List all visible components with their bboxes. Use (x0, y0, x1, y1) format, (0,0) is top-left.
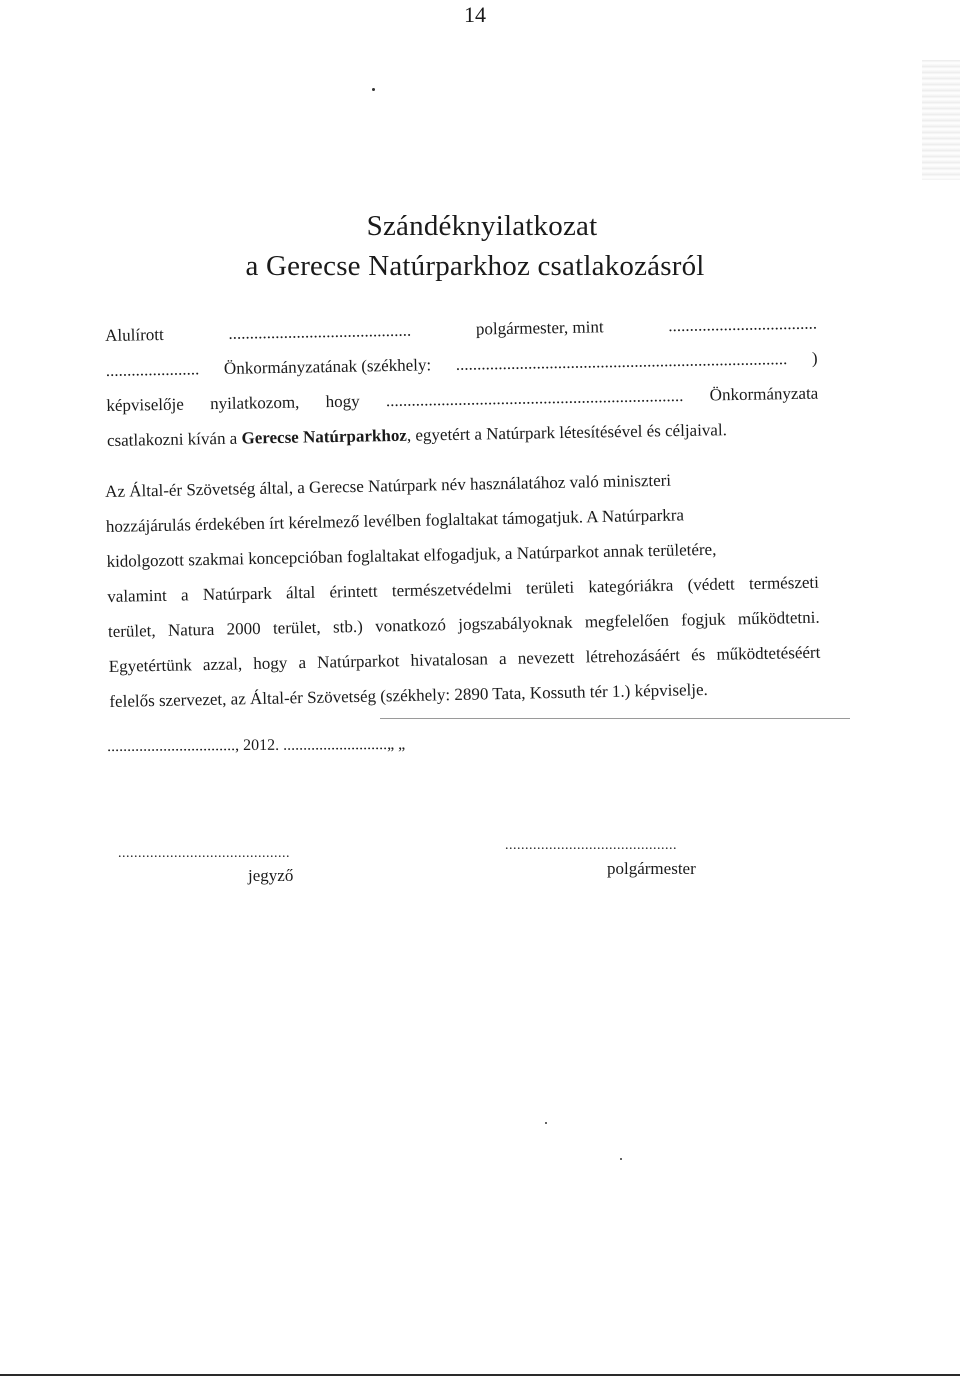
paragraph-line-1 (105, 468, 817, 504)
paragraph-line-2 (106, 503, 818, 539)
notary-signature-line: ........................................... (118, 846, 290, 861)
intro-line-1 (105, 314, 817, 348)
municipality-blank-2: ...................................................................... (385, 385, 684, 411)
scan-artifact-line (380, 718, 850, 719)
seat-label: Önkormányzatának (székhely: (223, 355, 432, 378)
date-line: ................................, 2012. ..........................„ „ (107, 735, 406, 755)
paragraph-text: Egyetértünk azzal, hogy a Natúrparkot hivatalosan a nevezett létrehozásáért és működtetéséért (108, 642, 821, 676)
paragraph-line-4 (107, 573, 819, 609)
municipality-word: Önkormányzata (709, 383, 819, 405)
declare-word: nyilatkozom, (209, 392, 300, 414)
scan-noise (922, 60, 960, 180)
join-text: csatlakozni kíván a (106, 428, 242, 450)
name-blank: ........................................... (228, 320, 412, 343)
intro-block (105, 314, 819, 466)
representative-word: képviselője (106, 394, 184, 415)
paragraph-text: Az Által-ér Szövetség által, a Gerecse Natúrpark név használatához való miniszteri (105, 470, 672, 501)
paragraph-text: felelős szervezet, az Által-ér Szövetség (székhely: 2890 Tata, Kossuth tér 1.) képviselje. (109, 679, 708, 711)
paragraph-text: terület, Natura 2000 terület, stb.) vonatkozó jogszabályoknak megfelelően fogjuk működtetni. (107, 607, 820, 641)
bottom-edge-rule (0, 1374, 960, 1376)
main-paragraph (105, 468, 822, 727)
document-subtitle: a Gerecse Natúrparkhoz csatlakozásról (245, 250, 705, 282)
intro-line-2 (106, 349, 818, 383)
municipality-blank: ................................... (668, 313, 818, 336)
scan-speck (620, 1158, 622, 1160)
municipality-name-blank: ...................... (105, 359, 200, 380)
document-title: Szándéknyilatkozat (366, 210, 598, 242)
scan-speck (545, 1122, 547, 1124)
seat-blank: .............................................................................. (455, 349, 788, 374)
intro-line-4 (107, 419, 819, 453)
agree-text: , egyetért a Natúrpark létesítésével és céljaival. (406, 420, 728, 445)
mayor-signature-line: ........................................... (505, 838, 677, 853)
closing-paren: ) (811, 348, 818, 368)
paragraph-text: hozzájárulás érdekében írt kérelmező levélben foglaltakat támogatjuk. A Natúrparkra (105, 505, 685, 536)
paragraph-text: valamint a Natúrpark által érintett természetvédelmi területi kategóriákra (védett természeti (107, 572, 820, 606)
notary-label: jegyző (248, 866, 294, 885)
park-name-bold: Gerecse Natúrparkhoz (241, 425, 408, 448)
paragraph-line-3 (106, 538, 818, 574)
paragraph-text: kidolgozott szakmai koncepcióban foglaltakat elfogadjuk, a Natúrparkot annak területére, (106, 539, 717, 571)
mayor-signature-label: polgármester (607, 859, 696, 878)
scan-speck (372, 88, 375, 91)
paragraph-line-6 (109, 643, 821, 679)
paragraph-line-7 (109, 678, 821, 714)
page-number: 14 (464, 2, 486, 27)
intro-line-3 (106, 384, 818, 418)
mayor-label: polgármester, mint (475, 317, 604, 339)
paragraph-line-5 (108, 608, 820, 644)
that-word: hogy (325, 391, 360, 412)
alulirott-label: Alulírott (105, 324, 164, 345)
